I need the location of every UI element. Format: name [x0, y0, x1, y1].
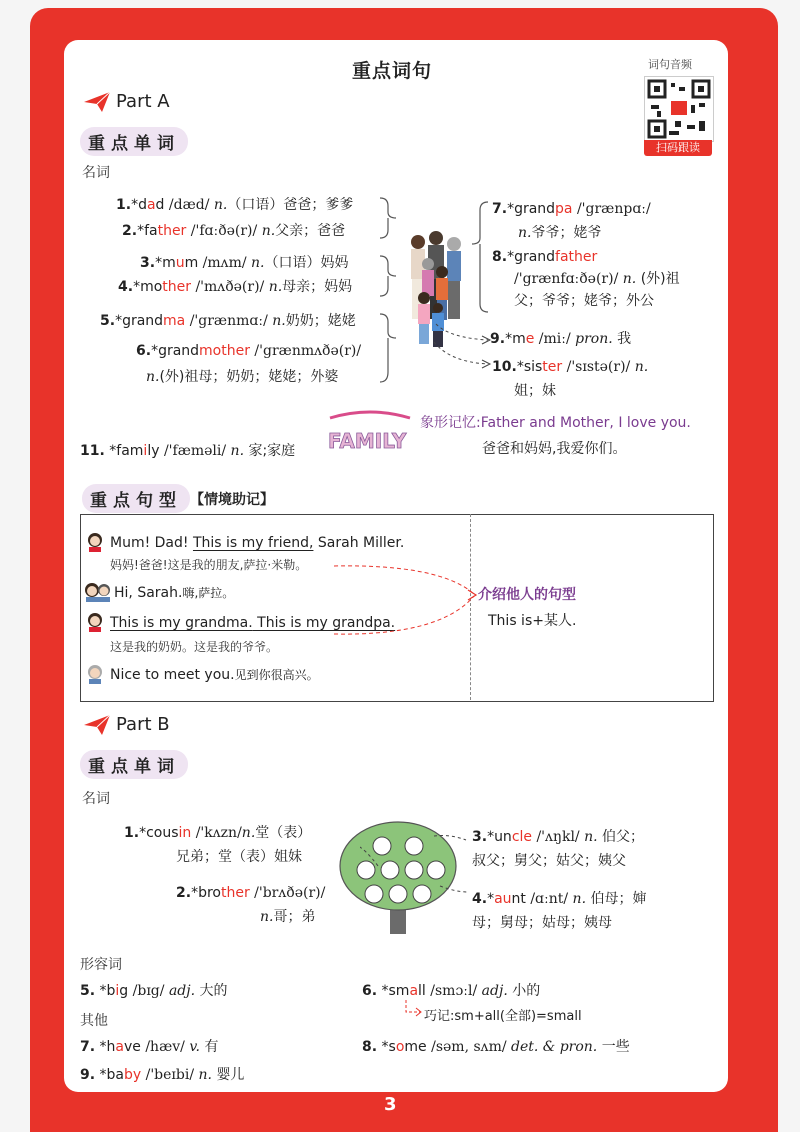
mnemonic-cn: 爸爸和妈妈,我爱你们。: [482, 441, 627, 457]
word-grandfather-ipa: /'grænfɑːðə(r)/ n. (外)祖: [514, 271, 680, 287]
girl-avatar-icon: [86, 532, 104, 552]
small-tip: 巧记:sm+all(全部)=small: [424, 1009, 582, 1024]
word-brother-cn: n.哥；弟: [260, 909, 316, 925]
word-grandma: 5.*grandma /'grænmɑː/ n.奶奶；姥姥: [100, 313, 356, 329]
pattern-title: 介绍他人的句型: [478, 587, 576, 603]
page-title: 重点词句: [352, 60, 433, 82]
scan-button[interactable]: 扫码跟读: [644, 140, 712, 156]
word-uncle-cn: 叔父；舅父；姑父；姨父: [472, 853, 626, 869]
tip-arrow: [402, 1000, 424, 1020]
word-cousin-cn: 兄弟；堂（表）姐妹: [176, 849, 302, 865]
right-bracket: [470, 198, 490, 318]
grandpa-avatar-icon: [86, 664, 104, 684]
part-b-heading: [84, 714, 170, 735]
qr-code-icon[interactable]: [644, 76, 714, 142]
word-family: 11. *family /'fæməli/ n. 家;家庭: [80, 443, 296, 459]
word-mum: 3.*mum /mʌm/ n.（口语）妈妈: [140, 255, 349, 271]
word-dad: 1.*dad /dæd/ n.（口语）爸爸；爹爹: [116, 197, 354, 213]
word-big: 5. *big /bɪg/ adj. 大的: [80, 983, 228, 999]
part-b-words-heading: 重点单词: [80, 750, 188, 779]
paper-plane-icon-b: [84, 715, 110, 735]
word-grandpa: 7.*grandpa /'grænpɑː/: [492, 201, 651, 217]
tree-pointer-arrows: [360, 826, 470, 906]
sentence-3-en: This is my grandma. This is my grandpa.: [110, 615, 396, 631]
sentence-2: Hi, Sarah.嗨,萨拉。: [114, 585, 235, 601]
word-cousin: 1.*cousin /'kʌzn/n.堂（表）: [124, 825, 312, 841]
sentence-4: Nice to meet you.见到你很高兴。: [110, 667, 319, 683]
word-have: 7. *have /hæv/ v. 有: [80, 1039, 219, 1055]
sentence-3-cn: 这是我的奶奶。这是我的爷爷。: [110, 640, 279, 654]
word-grandmother: 6.*grandmother /'grænmʌðə(r)/: [136, 343, 362, 359]
family-logo-graphic: [322, 408, 418, 454]
part-a-words-heading: 重点单词: [80, 127, 188, 156]
sentence-1-en: Mum! Dad! This is my friend, Sarah Miller.: [110, 535, 405, 551]
part-a-noun-label: 名词: [82, 165, 110, 181]
word-grandpa-cn: n.爷爷；姥爷: [518, 225, 602, 241]
svg-text:FAMILY: FAMILY: [328, 429, 407, 453]
pointer-arrows: [430, 318, 500, 378]
word-grandfather: 8.*grandfather: [492, 249, 598, 265]
mnemonic-line: 象形记忆:Father and Mother, I love you.: [420, 415, 691, 431]
pattern-connector-arrows: [330, 560, 480, 640]
pattern-formula: This is+某人.: [488, 613, 577, 629]
word-aunt-cn: 母；舅母；姑母；姨母: [472, 915, 612, 931]
word-aunt: 4.*aunt /ɑːnt/ n. 伯母；婶: [472, 891, 647, 907]
word-mother: 4.*mother /'mʌðə(r)/ n.母亲；妈妈: [118, 279, 353, 295]
word-small: 6. *small /smɔːl/ adj. 小的: [362, 983, 541, 999]
sentence-1-cn: 妈妈!爸爸!这是我的朋友,萨拉·米勒。: [110, 558, 308, 572]
parents-avatar-icon: [84, 582, 112, 602]
part-b-noun-label: 名词: [82, 791, 110, 807]
word-brother: 2.*brother /'brʌðə(r)/: [176, 885, 326, 901]
word-baby: 9. *baby /'beɪbi/ n. 婴儿: [80, 1067, 245, 1083]
adj-label: 形容词: [80, 957, 122, 973]
part-a-label: Part A: [116, 91, 170, 112]
word-grandmother-cn: n.(外)祖母；奶奶；姥姥；外婆: [146, 369, 339, 385]
girl-avatar-icon-2: [86, 612, 104, 632]
word-sister-cn: 姐；妹: [514, 383, 556, 399]
word-sister: 10.*sister /'sɪstə(r)/ n.: [492, 359, 649, 375]
part-b-label: Part B: [116, 714, 170, 735]
word-some: 8. *some /səm, sʌm/ det. & pron. 一些: [362, 1039, 630, 1055]
part-a-heading: [84, 91, 170, 112]
sentences-heading: 重点句型 【情境助记】: [82, 484, 274, 513]
word-me: 9.*me /miː/ pron. 我: [490, 331, 632, 347]
word-father: 2.*father /'fɑːðə(r)/ n.父亲；爸爸: [122, 223, 346, 239]
paper-plane-icon: [84, 92, 110, 112]
qr-label: 词句音频: [648, 58, 692, 71]
word-uncle: 3.*uncle /'ʌŋkl/ n. 伯父；: [472, 829, 645, 845]
word-grandfather-cn: 父；爷爷；姥爷；外公: [514, 293, 654, 309]
page-number: 3: [384, 1094, 397, 1115]
other-label: 其他: [80, 1013, 108, 1029]
